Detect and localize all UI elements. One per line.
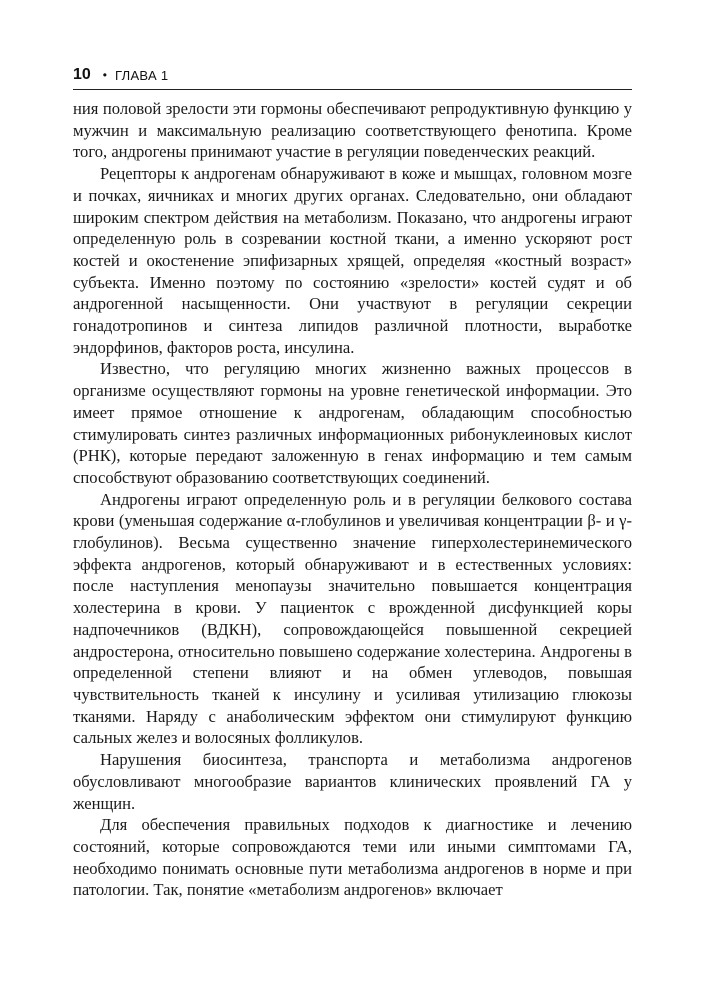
paragraph: Андрогены играют определенную роль и в регуляции белкового состава крови (уменьшая содержание α-глобулинов и увеличивая концентрации β- и γ-глобулинов). Весьма существенно значение гиперхолестеринемического эффекта андрогенов, который обнаруживают и в естественных условиях: после наступления менопаузы значительно повышается концентрация холестерина в крови. У пациенток с врожденной дисфункцией коры надпочечников (ВДКН), сопровождающейся повышенной секрецией андростерона, относительно повышено содержание холестерина. Андрогены в определенной степени влияют и на обмен углеводов, повышая чувствительность тканей к инсулину и усиливая утилизацию глюкозы тканями. Наряду с анаболическим эффектом они стимулируют функцию сальных желез и волосяных фолликулов.	[73, 489, 632, 748]
bullet-separator: •	[102, 68, 107, 82]
paragraph-continuation: ния половой зрелости эти гормоны обеспечивают репродуктивную функцию у мужчин и максимальную реализацию соответствующего фенотипа. Кроме того, андрогены принимают участие в регуляции поведенческих реакций.	[73, 99, 632, 162]
page-number: 10	[73, 66, 91, 83]
header-rule	[73, 89, 632, 90]
paragraph: Рецепторы к андрогенам обнаруживают в коже и мышцах, головном мозге и почках, яичниках и многих других органах. Следовательно, они обладают широким спектром действия на метаболизм. Показано, что андрогены играют определенную роль в созревании костной ткани, а именно ускоряют рост костей и окостенение эпифизарных хрящей, определяя «костный возраст» субъекта. Именно поэтому по состоянию «зрелости» костей судят и об андрогенной насыщенности. Они участвуют в регуляции секреции гонадотропинов и синтеза липидов различной плотности, выработке эндорфинов, факторов роста, инсулина.	[73, 164, 632, 357]
running-header	[73, 62, 632, 88]
paragraph: Известно, что регуляцию многих жизненно важных процессов в организме осуществляют гормоны на уровне генетической информации. Это имеет прямое отношение к андрогенам, обладающим способностью стимулировать синтез различных информационных рибонуклеиновых кислот (РНК), которые передают заложенную в генах информацию и тем самым способствуют образованию соответствующих соединений.	[73, 359, 632, 487]
chapter-title: ГЛАВА 1	[115, 67, 169, 83]
body-text	[73, 98, 632, 901]
paragraph: Нарушения биосинтеза, транспорта и метаболизма андрогенов обусловливают многообразие вариантов клинических проявлений ГА у женщин.	[73, 750, 632, 813]
paragraph: Для обеспечения правильных подходов к диагностике и лечению состояний, которые сопровождаются теми или иными симптомами ГА, необходимо понимать основные пути метаболизма андрогенов в норме и при патологии. Так, понятие «метаболизм андрогенов» включает	[73, 815, 632, 900]
